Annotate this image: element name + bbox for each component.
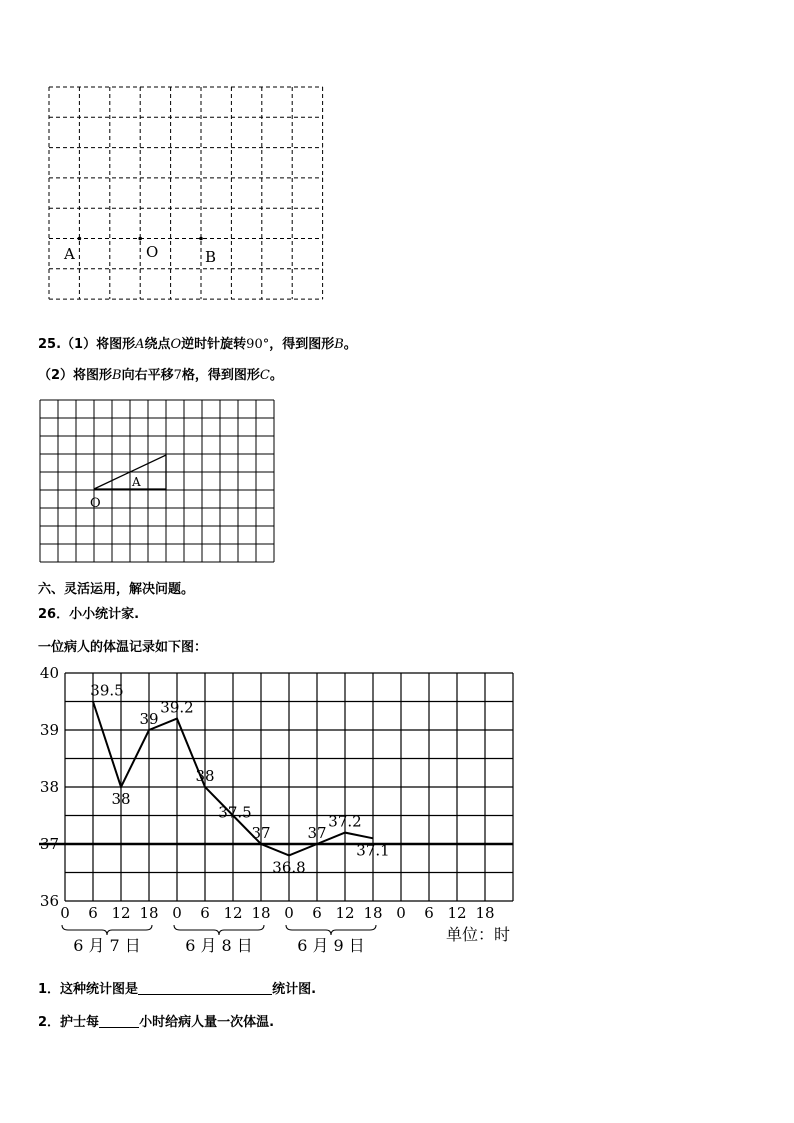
q25-line1: 25.（1）将图形A绕点O逆时针旋转90°，得到图形B。 bbox=[38, 337, 357, 352]
chart-day-label: 6 月 9 日 bbox=[297, 936, 365, 955]
q25-number: 25. bbox=[38, 337, 62, 352]
q25-line2: （2）将图形B向右平移7格，得到图形C。 bbox=[38, 368, 283, 383]
sub2-answer-blank[interactable] bbox=[99, 1014, 139, 1028]
chart-day-brace bbox=[286, 925, 376, 935]
q26-sub2: 2．护士每 小时给病人量一次体温. bbox=[38, 1015, 275, 1030]
chart-unit-label: 单位：时 bbox=[446, 925, 511, 944]
chart-day-label: 6 月 8 日 bbox=[185, 936, 253, 955]
temperature-line-chart bbox=[0, 660, 794, 960]
chart-day-brace bbox=[62, 925, 152, 935]
grid-point bbox=[199, 237, 203, 241]
chart-x-tick-label: 12 bbox=[223, 904, 243, 922]
grid1-label-b: B bbox=[205, 248, 217, 266]
chart-data-label: 37.1 bbox=[356, 841, 390, 860]
chart-y-tick-label: 38 bbox=[39, 778, 59, 796]
chart-data-label: 38 bbox=[195, 767, 215, 785]
sub1-answer-blank[interactable] bbox=[138, 981, 272, 995]
q26-intro: 一位病人的体温记录如下图： bbox=[38, 640, 208, 655]
chart-data-label: 37 bbox=[251, 824, 271, 842]
chart-x-tick-label: 0 bbox=[60, 904, 70, 922]
chart-y-tick-label: 40 bbox=[39, 664, 59, 682]
q26-sub1: 1．这种统计图是 统计图. bbox=[38, 982, 317, 997]
chart-x-tick-label: 6 bbox=[88, 904, 98, 922]
grid2-label-o: O bbox=[90, 496, 101, 511]
chart-x-tick-label: 18 bbox=[139, 904, 159, 922]
chart-data-label: 37 bbox=[307, 824, 327, 842]
chart-x-tick-label: 12 bbox=[335, 904, 355, 922]
chart-x-tick-label: 0 bbox=[396, 904, 406, 922]
chart-x-tick-label: 12 bbox=[447, 904, 467, 922]
chart-day-label: 6 月 7 日 bbox=[73, 936, 141, 955]
chart-x-tick-label: 0 bbox=[172, 904, 182, 922]
chart-x-tick-label: 18 bbox=[363, 904, 383, 922]
chart-data-label: 38 bbox=[111, 790, 131, 808]
section-6-heading: 六、灵活运用，解决问题。 bbox=[38, 582, 195, 597]
chart-x-tick-label: 12 bbox=[111, 904, 131, 922]
grid2-label-a: A bbox=[132, 475, 141, 489]
grid1-label-a: A bbox=[64, 245, 75, 263]
q26-title: 26．小小统计家. bbox=[38, 607, 140, 622]
chart-data-label: 39.5 bbox=[90, 681, 124, 700]
grid-point bbox=[138, 237, 142, 241]
chart-data-label: 37.5 bbox=[218, 803, 252, 822]
chart-y-tick-label: 39 bbox=[39, 721, 59, 739]
solid-grid-figure bbox=[0, 390, 794, 570]
chart-x-tick-label: 6 bbox=[424, 904, 434, 922]
chart-x-tick-label: 18 bbox=[475, 904, 495, 922]
chart-data-label: 37.2 bbox=[328, 812, 362, 831]
chart-data-label: 36.8 bbox=[272, 858, 306, 877]
chart-y-tick-label: 37 bbox=[39, 835, 59, 853]
grid1-label-o: O bbox=[146, 243, 159, 261]
chart-x-tick-label: 18 bbox=[251, 904, 271, 922]
chart-x-tick-label: 6 bbox=[200, 904, 210, 922]
chart-data-label: 39 bbox=[139, 710, 159, 728]
grid-point bbox=[78, 237, 82, 241]
chart-data-label: 39.2 bbox=[160, 698, 194, 717]
chart-x-tick-label: 0 bbox=[284, 904, 294, 922]
chart-day-brace bbox=[174, 925, 264, 935]
chart-y-tick-label: 36 bbox=[39, 892, 59, 910]
chart-x-tick-label: 6 bbox=[312, 904, 322, 922]
dashed-grid-figure bbox=[0, 0, 794, 310]
